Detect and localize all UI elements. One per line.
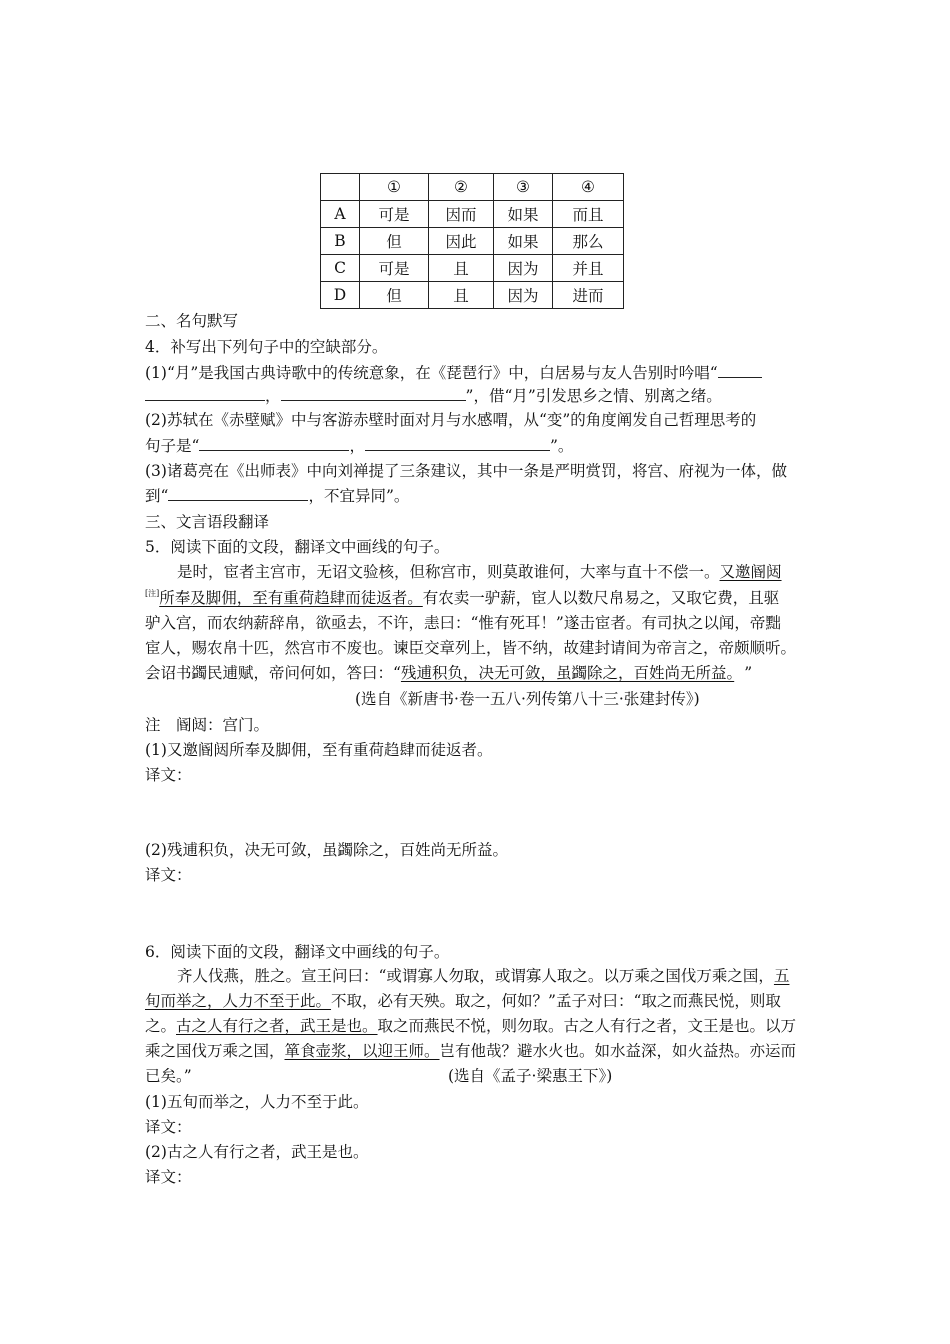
text: ， — [265, 387, 281, 405]
translation-item: (2)残逋积负，决无可敛，虽蠲除之，百姓尚无所益。 — [145, 841, 508, 859]
translation-label: 译文： — [145, 1118, 192, 1136]
text: 乘之国伐万乘之国， — [145, 1042, 285, 1060]
underlined-sentence: 箪食壶浆，以迎王师。 — [284, 1042, 440, 1060]
passage-line — [177, 966, 789, 986]
text: ”，借“月”引发思乡之情、别离之绪。 — [465, 387, 722, 405]
text: ”。 — [549, 437, 574, 455]
q4-part2-line1: (2)苏轼在《赤壁赋》中与客游赤壁时面对月与水感喟，从“变”的角度阐发自己哲理思考的 — [145, 411, 757, 429]
table-row — [321, 282, 624, 309]
passage-line: 宦人，赐农帛十匹，然宫市不废也。谏臣交章列上，皆不纳，故建封请间为帝言之，帝颇顺听。 — [145, 639, 797, 657]
passage-line: 驴入宫，而农纳薪辞帛，欲亟去，不许，恚曰：“惟有死耳！”遂击宦者。有司执之以闻，帝黜 — [145, 614, 781, 632]
passage-line — [145, 588, 779, 608]
text: ，不宜异同”。 — [308, 487, 410, 505]
table-cell: 且 — [429, 282, 494, 309]
passage-line — [145, 991, 781, 1011]
underlined-sentence: 古之人有行之者，武王是也。 — [176, 1017, 378, 1035]
translation-item: (1)又邀阍闼所奉及脚佣，至有重荷趋肆而徒返者。 — [145, 741, 493, 759]
table-cell: 如果 — [494, 201, 553, 228]
text: ” — [744, 664, 753, 682]
table-cell: 可是 — [360, 255, 429, 282]
text: 之。 — [145, 1017, 177, 1035]
text: 句子是“ — [145, 437, 200, 455]
section-heading: 二、名句默写 — [145, 312, 239, 330]
passage-line — [145, 1041, 796, 1061]
table-row — [321, 228, 624, 255]
q4-part1-line2 — [145, 386, 722, 406]
translation-item: (2)古之人有行之者，武王是也。 — [145, 1143, 369, 1161]
q4-part3-line1: (3)诸葛亮在《出师表》中向刘禅提了三条建议，其中一条是严明赏罚，将宫、府视为一体，做 — [145, 462, 787, 480]
text: 是时，宦者主宫市，无诏文验核，但称宫市，则莫敢谁何，大率与直十不偿一。 — [177, 563, 720, 581]
table-cell: ② — [429, 174, 494, 201]
translation-label: 译文： — [145, 766, 192, 784]
table-cell: 如果 — [494, 228, 553, 255]
passage-source: (选自《新唐书·卷一五八·列传第八十三·张建封传》) — [355, 690, 700, 708]
translation-label: 译文： — [145, 866, 192, 884]
underlined-sentence: 旬而举之，人力不至于此。 — [145, 992, 332, 1010]
table-cell: 那么 — [553, 228, 624, 255]
underlined-sentence: 残逋积负，决无可敛，虽蠲除之，百姓尚无所益。 — [400, 664, 735, 682]
passage-source: (选自《孟子·梁惠王下》) — [448, 1067, 613, 1085]
question-6-prompt: 6．阅读下面的文段，翻译文中画线的句子。 — [145, 943, 450, 961]
passage-line — [177, 562, 782, 582]
table-cell: 且 — [429, 255, 494, 282]
q4-part2-line2 — [145, 436, 573, 456]
passage-line: 已矣。” — [145, 1067, 192, 1085]
translation-label: 译文： — [145, 1168, 192, 1186]
table-cell: C — [321, 255, 360, 282]
table-cell — [321, 174, 360, 201]
q4-part1-line1 — [145, 363, 762, 383]
text: 会诏书蠲民逋赋，帝问何如，答曰：“ — [145, 664, 401, 682]
table-cell: 可是 — [360, 201, 429, 228]
table-cell: D — [321, 282, 360, 309]
table-cell: 因为 — [494, 255, 553, 282]
table-row — [321, 255, 624, 282]
question-5-prompt: 5．阅读下面的文段，翻译文中画线的句子。 — [145, 538, 450, 556]
table-cell: 因为 — [494, 282, 553, 309]
table-cell: A — [321, 201, 360, 228]
table-cell: B — [321, 228, 360, 255]
text: (1)“月”是我国古典诗歌中的传统意象，在《琵琶行》中，白居易与友人告别时吟唱“ — [145, 364, 718, 382]
text: 岂有他哉？避水火也。如水益深，如火益热。亦运而 — [439, 1042, 797, 1060]
underlined-sentence: 所奉及脚佣，至有重荷趋肆而徒返者。 — [159, 589, 423, 607]
table-cell: ① — [360, 174, 429, 201]
question-4-prompt: 4．补写出下列句子中的空缺部分。 — [145, 338, 388, 356]
q4-part3-line2 — [145, 486, 409, 506]
text: ， — [349, 437, 365, 455]
footnote: 注 阍闼：宫门。 — [145, 716, 270, 734]
text: 齐人伐燕，胜之。宣王问曰：“或谓寡人勿取，或谓寡人取之。以万乘之国伐万乘之国， — [177, 967, 774, 985]
table-cell: 但 — [360, 282, 429, 309]
table-cell: 并且 — [553, 255, 624, 282]
passage-line — [145, 663, 752, 683]
fill-blank[interactable] — [145, 386, 265, 401]
table-cell: ④ — [553, 174, 624, 201]
table-cell: 但 — [360, 228, 429, 255]
fill-blank[interactable] — [199, 436, 349, 451]
text: 不取，必有天殃。取之，何如？”孟子对曰：“取之而燕民悦，则取 — [331, 992, 781, 1010]
text: 到“ — [145, 487, 169, 505]
footnote-marker: [注] — [145, 589, 160, 598]
fill-blank[interactable] — [281, 386, 466, 401]
underlined-sentence: 五 — [773, 967, 790, 985]
table-row — [321, 201, 624, 228]
options-table — [320, 173, 624, 309]
table-cell: 而且 — [553, 201, 624, 228]
table-header-row — [321, 174, 624, 201]
translation-item: (1)五旬而举之，人力不至于此。 — [145, 1093, 369, 1111]
table-cell: 进而 — [553, 282, 624, 309]
fill-blank[interactable] — [718, 363, 762, 378]
fill-blank[interactable] — [168, 486, 308, 501]
text: 取之而燕民不悦，则勿取。古之人有行之者，文王是也。以万 — [377, 1017, 797, 1035]
table-cell: ③ — [494, 174, 553, 201]
table-cell: 因而 — [429, 201, 494, 228]
fill-blank[interactable] — [365, 436, 550, 451]
section-heading: 三、文言语段翻译 — [145, 513, 270, 531]
table-cell: 因此 — [429, 228, 494, 255]
underlined-sentence: 又邀阍闼 — [719, 563, 782, 581]
passage-line — [145, 1016, 796, 1036]
text: 有农卖一驴薪，宦人以数尺帛易之，又取它费，且驱 — [422, 589, 780, 607]
